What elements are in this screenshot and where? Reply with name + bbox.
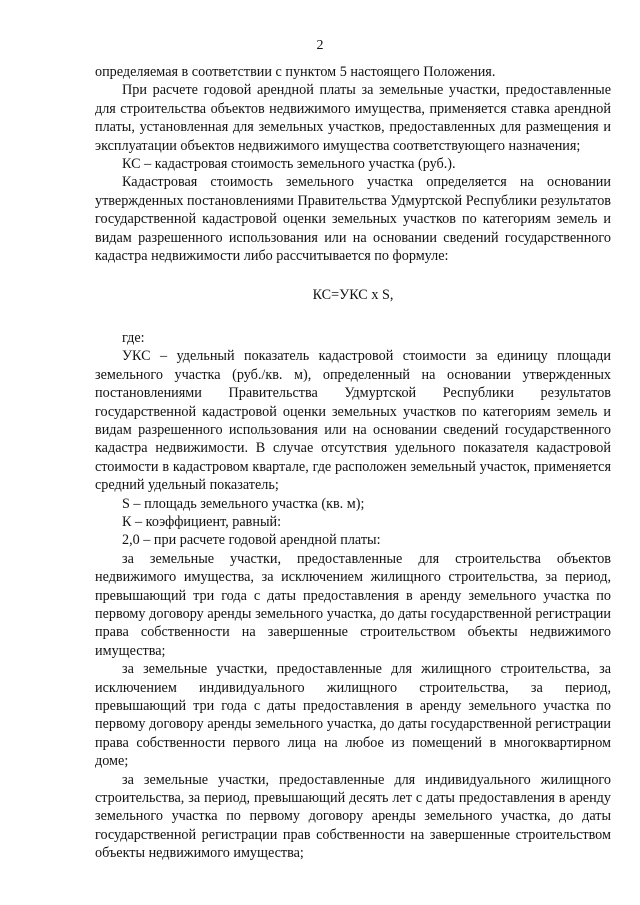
paragraph: КС – кадастровая стоимость земельного участка (руб.). <box>122 156 456 173</box>
paragraph: S – площадь земельного участка (кв. м); <box>122 495 365 512</box>
paragraph: за земельные участки, предоставленные для строительства объектов недвижимого имущества, за исключением жилищного строительства, за период, превышающий три года с даты предоставления в аренду земельного участка по первому договору аренды земельного участка, до даты государственной регистрации права собственности на завершенные строительством объекты недвижимого имущества; <box>95 550 611 659</box>
formula: КС=УКС х S, <box>312 287 394 304</box>
document-body <box>95 63 611 863</box>
paragraph: УКС – удельный показатель кадастровой стоимости за единицу площади земельного участка (руб./кв. м), определенный на основании утвержденных постановлениями Правительства Удмуртской Республики результатов государственной кадастровой оценки земельных участков по категориям земель и видам разрешенного использования или на основании сведений государственного кадастра недвижимости. В случае отсутствия удельного показателя кадастровой стоимости в кадастровом квартале, где расположен земельный участок, применяется средний удельный показатель; <box>95 348 611 494</box>
paragraph: определяемая в соответствии с пунктом 5 настоящего Положения. <box>95 64 496 80</box>
paragraph: 2,0 – при расчете годовой арендной платы: <box>122 532 381 549</box>
paragraph: К – коэффициент, равный: <box>122 513 282 530</box>
page-number: 2 <box>316 38 324 53</box>
paragraph: где: <box>122 329 145 346</box>
paragraph: При расчете годовой арендной платы за земельные участки, предоставленные для строительства объектов недвижимого имущества, применяется ставка арендной платы, установленная для земельных участков, предоставленных для размещения и эксплуатации объектов недвижимого имущества соответствующего назначения; <box>95 82 611 154</box>
paragraph: за земельные участки, предоставленные для индивидуального жилищного строительства, за период, превышающий десять лет с даты предоставления в аренду земельного участка по первому договору аренды земельного участка, до даты государственной регистрации прав собственности на завершенные строительством объекты недвижимого имущества; <box>95 771 611 862</box>
paragraph: Кадастровая стоимость земельного участка определяется на основании утвержденных постановлениями Правительства Удмуртской Республики результатов государственной кадастровой оценки земельных участков по категориям земель и видам разрешенного использования или на основании сведений государственного кадастра недвижимости либо рассчитывается по формуле: <box>95 174 611 265</box>
paragraph: за земельные участки, предоставленные для жилищного строительства, за исключением индивидуального жилищного строительства, за период, превышающий три года с даты предоставления в аренду земельного участка по первому договору аренды земельного участка, до даты государственной регистрации права собственности первого лица на любое из помещений в многоквартирном доме; <box>95 661 611 770</box>
